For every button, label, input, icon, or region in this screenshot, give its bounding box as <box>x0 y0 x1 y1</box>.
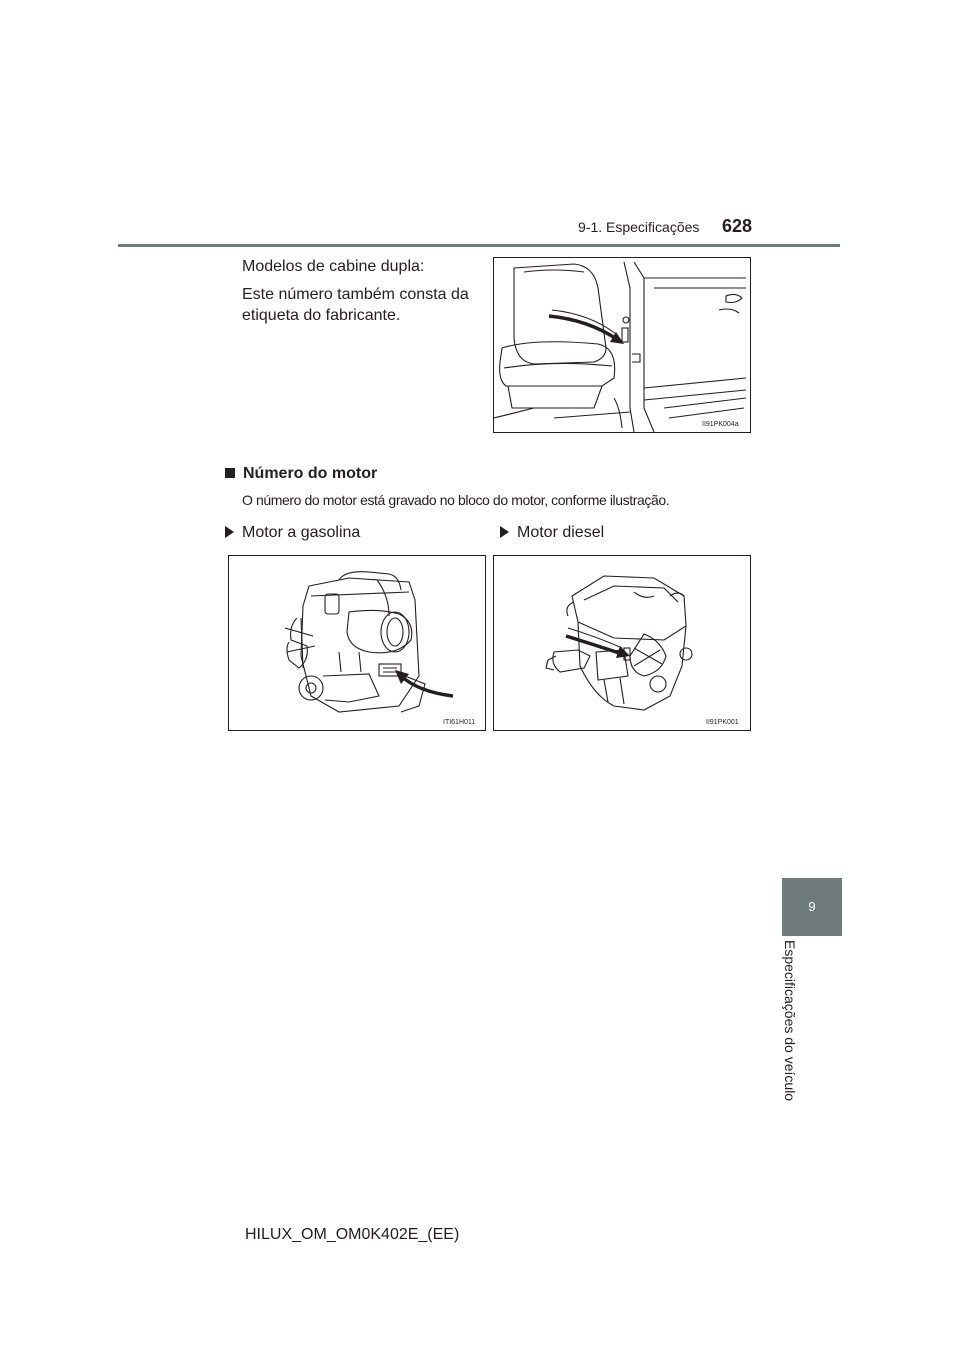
header-rule <box>118 244 840 247</box>
engine-number-heading-text: Número do motor <box>243 465 378 482</box>
chapter-side-label-text: Especificações do veículo <box>782 940 798 1102</box>
intro-line-1: Modelos de cabine dupla: <box>242 258 425 275</box>
chapter-tab: 9 <box>782 878 842 936</box>
diesel-engine-illustration <box>494 556 750 730</box>
intro-line-3: etiqueta do fabricante. <box>242 307 401 324</box>
section-title: 9-1. Especificações <box>578 219 700 235</box>
diesel-engine-label <box>500 524 604 542</box>
diesel-engine-label-text: Motor diesel <box>517 524 605 541</box>
gasoline-engine-illustration <box>229 556 485 730</box>
engine-number-heading <box>225 465 377 483</box>
square-bullet-icon <box>225 468 235 478</box>
intro-line-2: Este número também consta da <box>242 286 469 303</box>
triangle-bullet-icon <box>225 526 234 538</box>
gasoline-engine-figure <box>228 555 486 731</box>
door-illustration <box>494 258 750 432</box>
chapter-side-label <box>782 940 812 1120</box>
gasoline-engine-label-text: Motor a gasolina <box>242 524 361 541</box>
door-figure <box>493 257 751 433</box>
gasoline-engine-label <box>225 524 360 542</box>
diesel-figure-code: II91PK001 <box>706 719 739 726</box>
document-code: HILUX_OM_OM0K402E_(EE) <box>245 1226 460 1243</box>
triangle-bullet-icon <box>500 526 509 538</box>
door-figure-code: II91PK004a <box>702 421 739 428</box>
engine-number-description: O número do motor está gravado no bloco do motor, conforme ilustração. <box>242 492 670 508</box>
gasoline-figure-code: ITI61H011 <box>443 719 476 726</box>
page-number: 628 <box>722 216 753 236</box>
diesel-engine-figure <box>493 555 751 731</box>
